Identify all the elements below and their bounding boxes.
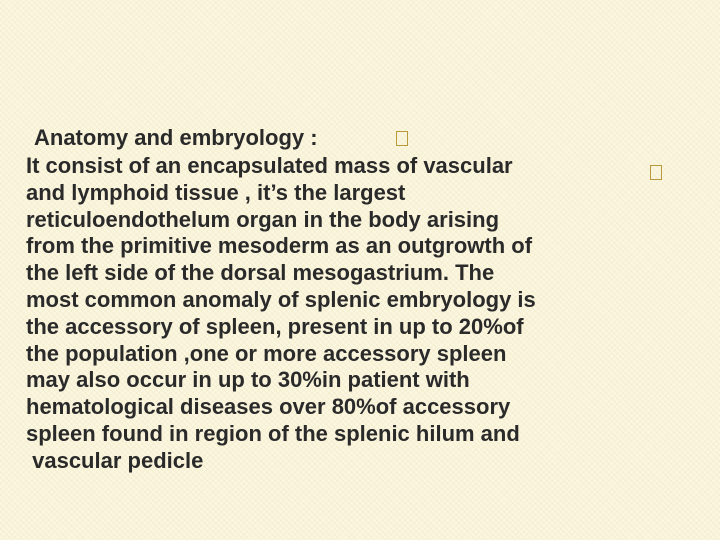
paragraph-line: vascular pedicle — [26, 447, 204, 473]
paragraph-line: It consist of an encapsulated mass of vascular — [26, 153, 513, 178]
paragraph-line: may also occur in up to 30%in patient with — [26, 367, 470, 393]
paragraph-line: the population ,one or more accessory spleen — [26, 340, 507, 366]
body-paragraph — [26, 153, 666, 475]
paragraph-line: from the primitive mesoderm as an outgrowth of — [26, 233, 533, 259]
paragraph-line: and lymphoid tissue , it’s the largest — [26, 179, 406, 205]
paragraph-line: reticuloendothelum organ in the body arising — [26, 206, 500, 232]
paragraph-line: the accessory of spleen, present in up to 20%of — [26, 313, 524, 339]
paragraph-line: most common anomaly of splenic embryology is — [26, 286, 536, 312]
paragraph-line: spleen found in region of the splenic hilum and — [26, 420, 520, 446]
bullet-box-icon — [650, 165, 662, 180]
slide-heading: Anatomy and embryology : — [34, 125, 318, 150]
bullet-box-icon — [396, 131, 408, 146]
paragraph-line: hematological diseases over 80%of accessory — [26, 394, 511, 420]
paragraph-line: the left side of the dorsal mesogastrium. The — [26, 260, 495, 286]
